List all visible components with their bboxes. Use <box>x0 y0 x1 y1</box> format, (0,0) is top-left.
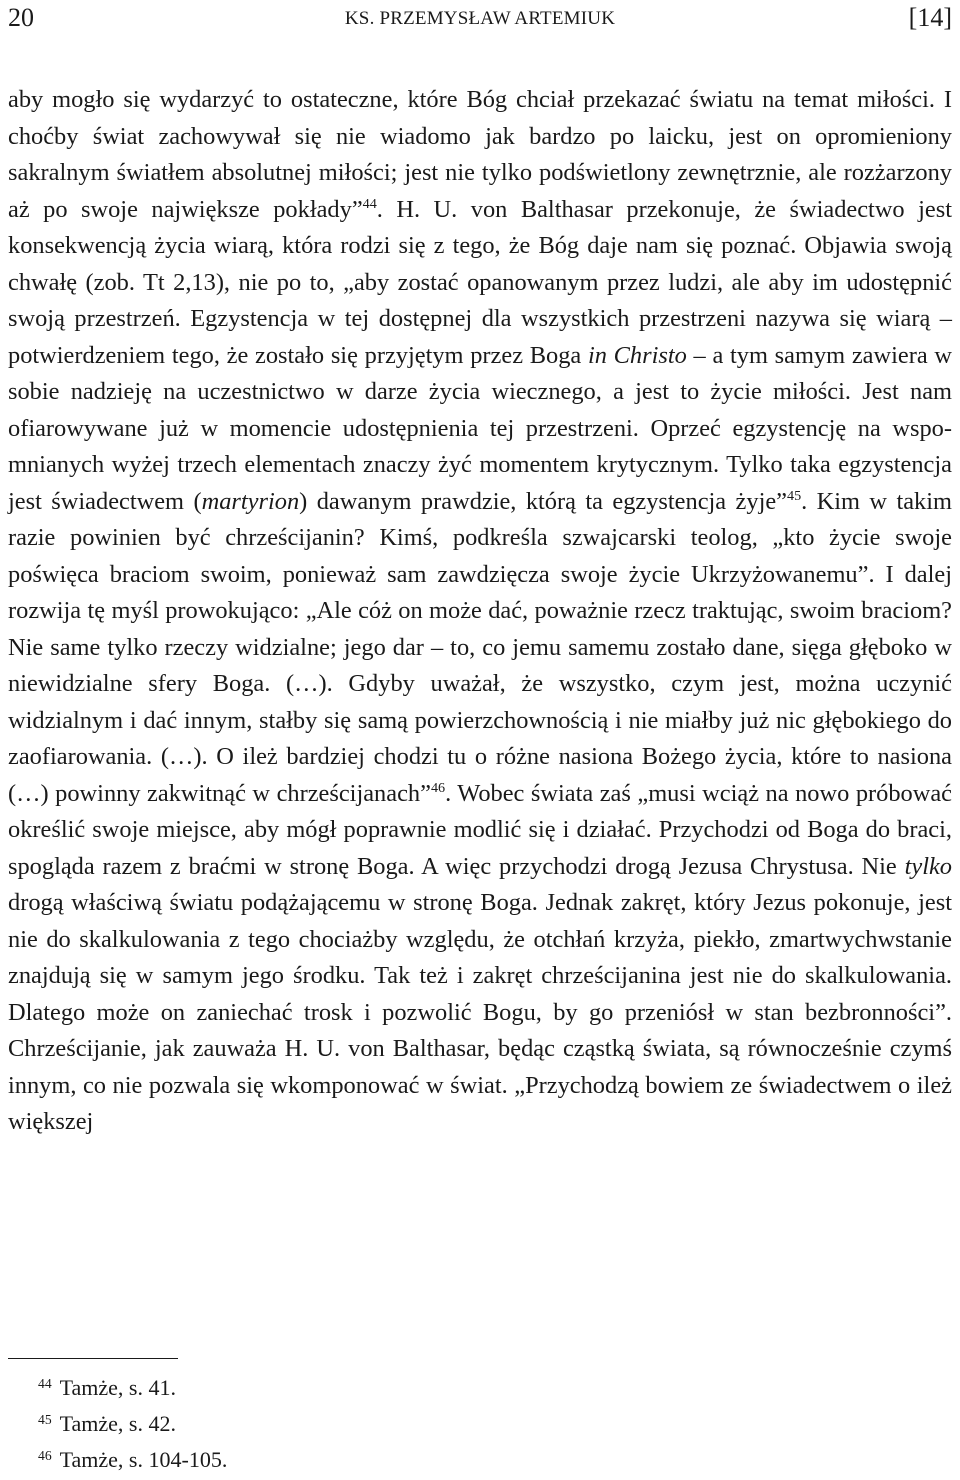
footnote-number: 45 <box>38 1411 52 1427</box>
italic-phrase: in Christo <box>587 341 687 369</box>
page-header <box>0 0 960 36</box>
footnote-44 <box>38 1370 227 1406</box>
running-head: KS. PRZEMYSŁAW ARTEMIUK <box>344 8 616 29</box>
footnote-ref-45[interactable]: 45 <box>787 487 802 504</box>
page-number: 20 <box>8 3 34 32</box>
paragraph <box>8 82 952 1141</box>
text-segment: . Kim w takim razie powinien być chrześcijanin? Kimś, podkreśla szwajcarski teolog, „kto życie swoje poświęca braciom swoim, ponieważ sam zawdzięcza swoje życie Ukrzyżowanemu”. I dalej rozwija tę myśl prowokująco: „Ale cóż on może dać, poważnie rzecz traktując, swoim braciom? Nie same tylko rzeczy widzialne; jego dar – to, co jemu samemu zostało dane, sięga głęboko w niewidzialne sfery Boga. (…). Gdyby uważał, że wszystko, czym jest, można uczynić widzialnym i dać innym, stałby się samą powierzchownością i nie miałby już nic głębokiego do zaofiarowania. (…). O ileż bardziej chodzi tu o różne nasiona Bożego życia, które to nasiona (…) powinny zakwitnąć w chrześcijanach” <box>8 487 953 807</box>
text-segment: drogą właściwą światu podążającemu w stronę Boga. Jednak zakręt, który Jezus pokonuje, jest nie do skalkulowania z tego chociażby względu, że otchłań krzyża, piekło, zmartwychwstanie znajdują się w samym jego środku. Tak też i zakręt chrześcijanina jest nie do skalkulowania. Dlatego może on zaniechać trosk i pozwolić Bogu, by go przeniósł w stan bezbronności”. Chrześcijanie, jak zauważa H. U. von Balthasar, będąc cząstką świata, są równocześnie czymś innym, co nie pozwala się wkomponować w świat. „Przychodzą bowiem ze świadectwem o ileż większej <box>8 889 952 1135</box>
footnote-text: Tamże, s. 42. <box>59 1411 176 1436</box>
body-text <box>8 82 952 1141</box>
text-segment: – a tym samym zawiera w sobie nadzieję na uczestnictwo w darze życia wiecznego, a jest to życie miłości. Jest nam ofiarowywane już w momencie udostępnienia tej przestrzeni. Oprzeć egzystencję na wspomnianych wyżej trzech elementach znaczy żyć momentem krytycznym. Tylko taka egzystencja jest świadectwem ( <box>8 341 952 515</box>
chapter-number: [14] <box>908 3 952 32</box>
footnote-text: Tamże, s. 41. <box>59 1375 176 1400</box>
footnote-separator <box>8 1358 178 1359</box>
footnote-ref-44[interactable]: 44 <box>362 195 377 212</box>
text-segment: aby mogło się wydarzyć to ostateczne, które Bóg chciał przekazać światu na temat miłości. I choćby świat zachowywał się nie wiadomo jak bardzo po laicku, jest on opromieniony sakralnym światłem absolutnej miłości; jest nie tylko podświetlony zewnętrznie, ale rozżarzony aż po swoje największe pokłady” <box>8 86 952 223</box>
footnote-number: 46 <box>38 1447 52 1463</box>
footnote-46 <box>38 1442 227 1478</box>
footnote-text: Tamże, s. 104-105. <box>59 1447 228 1472</box>
footnote-number: 44 <box>38 1375 52 1391</box>
text-segment: . Wobec świata zaś „musi wciąż na nowo próbować określić swoje miejsce, aby mógł poprawnie modlić się i działać. Przychodzi od Boga do braci, spogląda razem z braćmi w stronę Boga. A więc przychodzi drogą Jezusa Chrystusa. Nie <box>8 779 952 880</box>
text-segment: ) dawanym prawdzie, którą ta egzystencja żyje” <box>299 487 787 515</box>
footnote-45 <box>38 1406 227 1442</box>
italic-word: tylko <box>904 852 952 880</box>
footnote-ref-46[interactable]: 46 <box>430 779 446 796</box>
text-segment: . H. U. von Balthasar przekonuje, że świadectwo jest konsekwencją życia wiarą, która rodzi się z tego, że Bóg daje nam się poznać. Objawia swoją chwałę (zob. Tt 2,13), nie po to, „aby zostać opanowanym przez ludzi, ale aby im udostępnić swoją przestrzeń. Egzystencja w tej dostępnej dla wszystkich przestrzeni nazywa się wiarą – potwierdzeniem tego, że zostało się przyjętym przez Boga <box>8 195 952 369</box>
italic-term: martyrion <box>201 487 300 515</box>
footnotes <box>38 1370 227 1478</box>
